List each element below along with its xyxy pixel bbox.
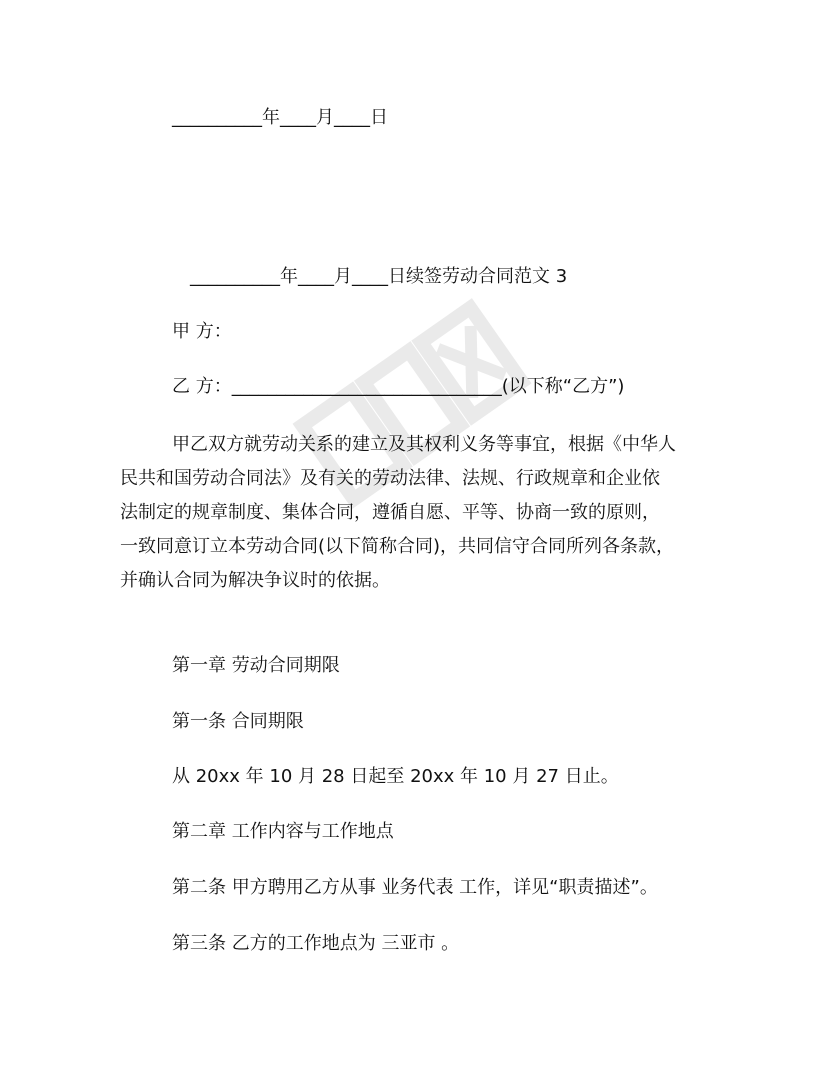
intro-line-4: 一致同意订立本劳动合同(以下简称合同)，共同信守合同所列各条款， [120,536,675,557]
intro-line-2: 民共和国劳动合同法》及有关的劳动法律、法规、行政规章和企业依 [120,468,660,489]
party-b-line: 乙 方：______________________________(以下称“乙方”) [172,376,625,397]
intro-line-5: 并确认合同为解决争议时的依据。 [120,570,390,591]
intro-paragraph [120,428,692,598]
intro-line-1: 甲乙双方就劳动关系的建立及其权利义务等事宜，根据《中华人 [172,434,676,455]
article-3-text: 第三条 乙方的工作地点为 三亚市 。 [172,933,460,954]
intro-line-3: 法制定的规章制度、集体合同，遵循自愿、平等、协商一致的原则， [120,502,660,523]
date-line: __________年____月____日 [172,107,388,128]
party-a-line: 甲 方： [172,321,232,342]
article-2-text: 第二条 甲方聘用乙方从事 业务代表 工作，详见“职责描述”。 [172,877,658,898]
chapter-2-heading: 第二章 工作内容与工作地点 [172,821,394,842]
contract-term-text: 从 20xx 年 10 月 28 日起至 20xx 年 10 月 27 日止。 [172,766,619,787]
chapter-1-heading: 第一章 劳动合同期限 [172,655,340,676]
article-1-heading: 第一条 合同期限 [172,711,304,732]
document-title: __________年____月____日续签劳动合同范文 3 [190,266,568,287]
